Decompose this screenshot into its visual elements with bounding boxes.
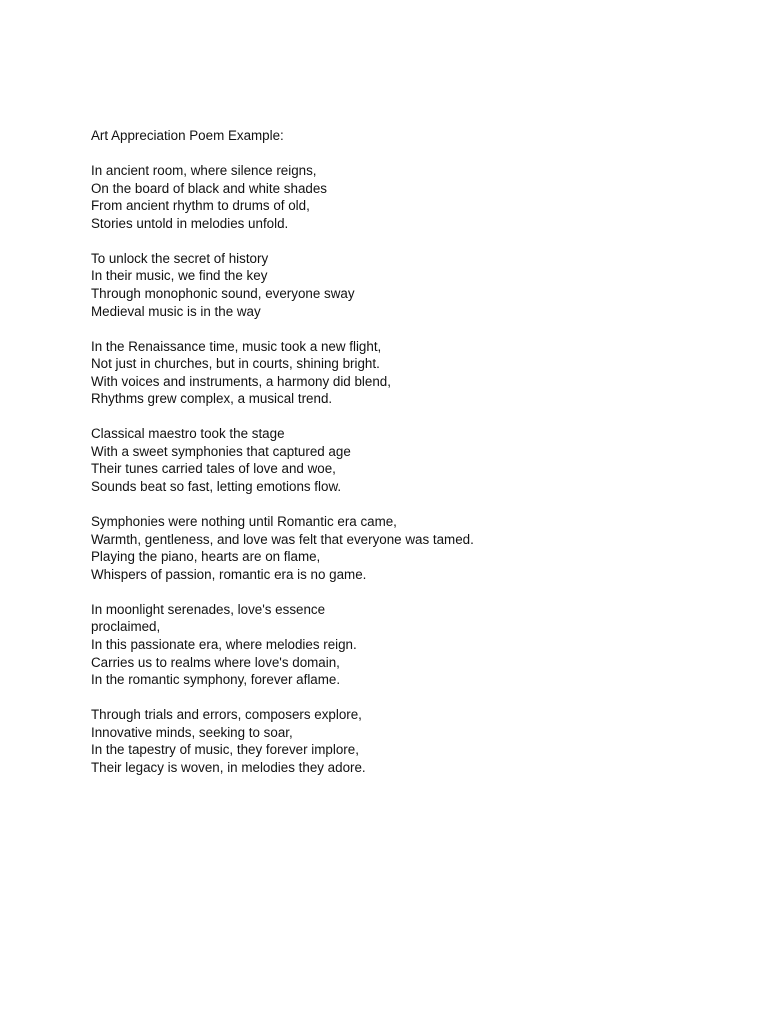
poem-line: With a sweet symphonies that captured age	[91, 443, 351, 459]
poem-line: In their music, we find the key	[91, 268, 268, 284]
poem-line: From ancient rhythm to drums of old,	[91, 198, 310, 214]
document-title: Art Appreciation Poem Example:	[91, 128, 284, 143]
stanza-5	[91, 513, 731, 583]
poem-line: On the board of black and white shades	[91, 180, 327, 196]
poem-line: Medieval music is in the way	[91, 303, 261, 319]
poem-line: In moonlight serenades, love's essence	[91, 601, 326, 617]
poem-line: In ancient room, where silence reigns,	[91, 162, 317, 178]
poem-line: Whispers of passion, romantic era is no game.	[91, 566, 367, 582]
stanza-7	[91, 706, 731, 776]
poem-line: Through monophonic sound, everyone sway	[91, 285, 355, 301]
poem-line: In this passionate era, where melodies reign.	[91, 637, 357, 652]
poem-line: In the tapestry of music, they forever implore,	[91, 742, 359, 758]
poem-line: To unlock the secret of history	[91, 250, 269, 266]
poem-line: Carries us to realms where love's domain,	[91, 654, 340, 670]
stanza-4	[91, 425, 731, 495]
poem-line: proclaimed,	[91, 619, 161, 635]
poem-line: Sounds beat so fast, letting emotions flow.	[91, 479, 342, 495]
poem-line: Rhythms grew complex, a musical trend.	[91, 391, 333, 407]
document-page	[91, 127, 731, 794]
poem-line: Warmth, gentleness, and love was felt that everyone was tamed.	[91, 531, 474, 547]
poem-line: Stories untold in melodies unfold.	[91, 215, 289, 231]
stanza-6	[91, 601, 731, 689]
poem-line: Classical maestro took the stage	[91, 426, 285, 442]
poem-line: With voices and instruments, a harmony did blend,	[91, 373, 391, 389]
stanza-3	[91, 338, 731, 408]
poem-line: In the romantic symphony, forever aflame.	[91, 672, 341, 688]
poem-line: Not just in churches, but in courts, shining bright.	[91, 356, 380, 372]
poem-line: Innovative minds, seeking to soar,	[91, 724, 293, 740]
poem-line: In the Renaissance time, music took a new flight,	[91, 338, 382, 354]
poem-line: Symphonies were nothing until Romantic era came,	[91, 514, 397, 530]
poem-line: Playing the piano, hearts are on flame,	[91, 549, 321, 565]
poem-line: Their legacy is woven, in melodies they adore.	[91, 759, 366, 775]
poem-line: Through trials and errors, composers explore,	[91, 707, 362, 723]
poem-line: Their tunes carried tales of love and woe,	[91, 461, 336, 477]
stanza-1	[91, 162, 731, 232]
stanza-2	[91, 250, 731, 320]
